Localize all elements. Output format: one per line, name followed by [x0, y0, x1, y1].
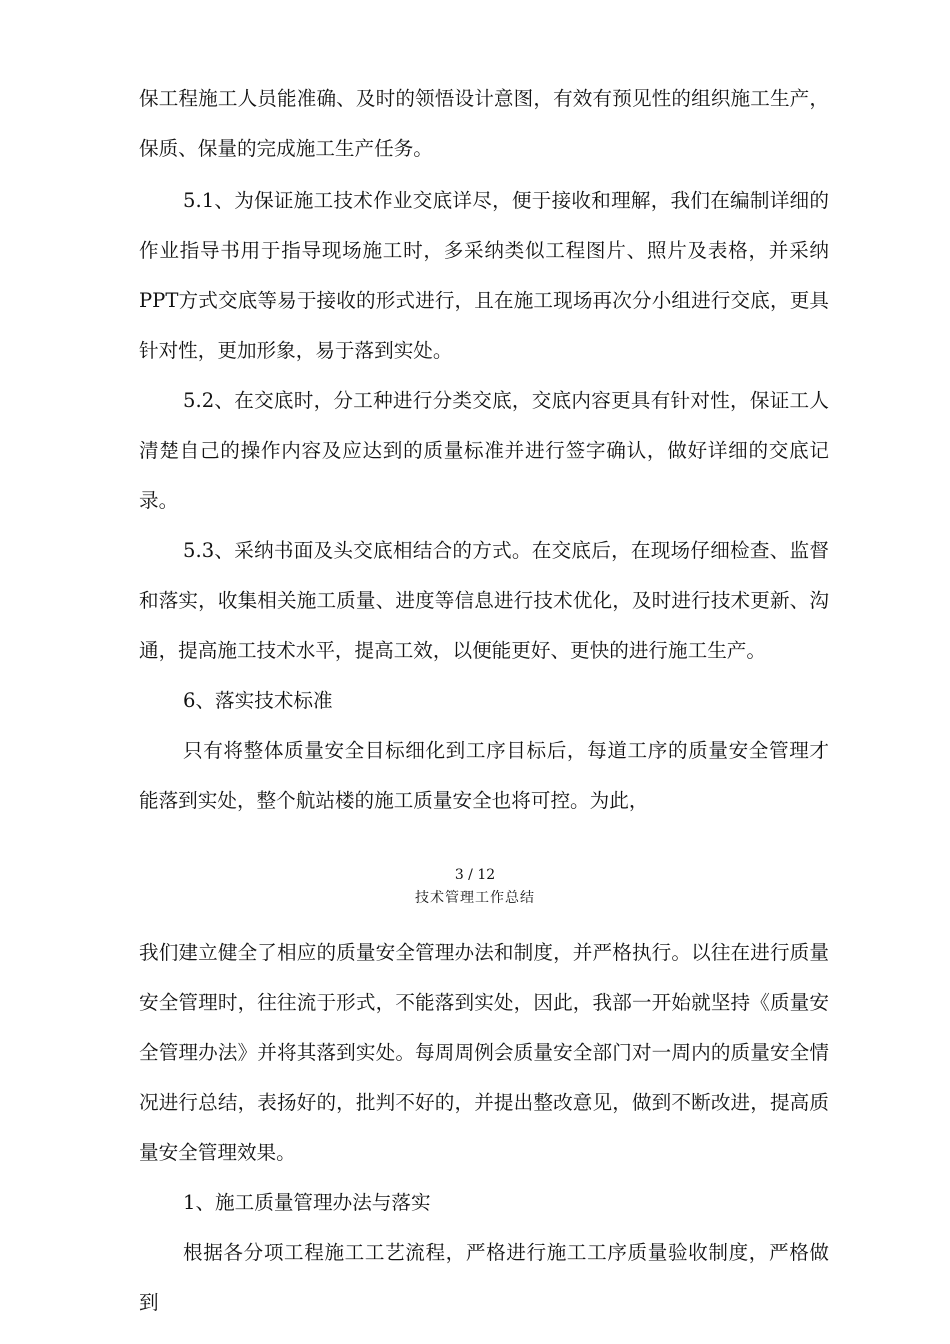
paragraph-6-body: 只有将整体质量安全目标细化到工序目标后，每道工序的质量安全管理才能落到实处，整个航站楼的施工质量安全也将可控。为此，	[139, 739, 829, 812]
paragraph-1-body: 根据各分项工程施工工艺流程，严格进行施工工序质量验收制度，严格做到	[139, 1241, 829, 1314]
running-title: 技术管理工作总结	[415, 890, 535, 906]
paragraph-continuation-2: 我们建立健全了相应的质量安全管理办法和制度，并严格执行。以往在进行质量安全管理时，往往流于形式，不能落到实处，因此，我部一开始就坚持《质量安全管理办法》并将其落到实处。每周周例会质量安全部门对一周内的质量安全情况进行总结，表扬好的，批判不好的，并提出整改意见，做到不断改进，提高质量安全管理效果。	[139, 941, 829, 1164]
paragraph-5-3: 5.3、采纳书面及头交底相结合的方式。在交底后，在现场仔细检查、监督和落实，收集相关施工质量、进度等信息进行技术优化，及时进行技术更新、沟通，提高施工技术水平，提高工效，以便能更好、更快的进行施工生产。	[139, 539, 829, 662]
paragraph-continuation: 保工程施工人员能准确、及时的领悟设计意图，有效有预见性的组织施工生产，保质、保量的完成施工生产任务。	[139, 87, 829, 160]
paragraph-5-1: 5.1、为保证施工技术作业交底详尽，便于接收和理解，我们在编制详细的作业指导书用于指导现场施工时，多采纳类似工程图片、照片及表格，并采纳PPT方式交底等易于接收的形式进行，且在施工现场再次分小组进行交底，更具针对性，更加形象，易于落到实处。	[139, 189, 829, 362]
heading-1: 1、施工质量管理办法与落实	[183, 1191, 431, 1214]
paragraph-5-2: 5.2、在交底时，分工种进行分类交底，交底内容更具有针对性，保证工人清楚自己的操作内容及应达到的质量标准并进行签字确认，做好详细的交底记录。	[139, 389, 829, 512]
heading-6: 6、落实技术标准	[183, 689, 333, 712]
page-number: 3 / 12	[454, 867, 496, 883]
